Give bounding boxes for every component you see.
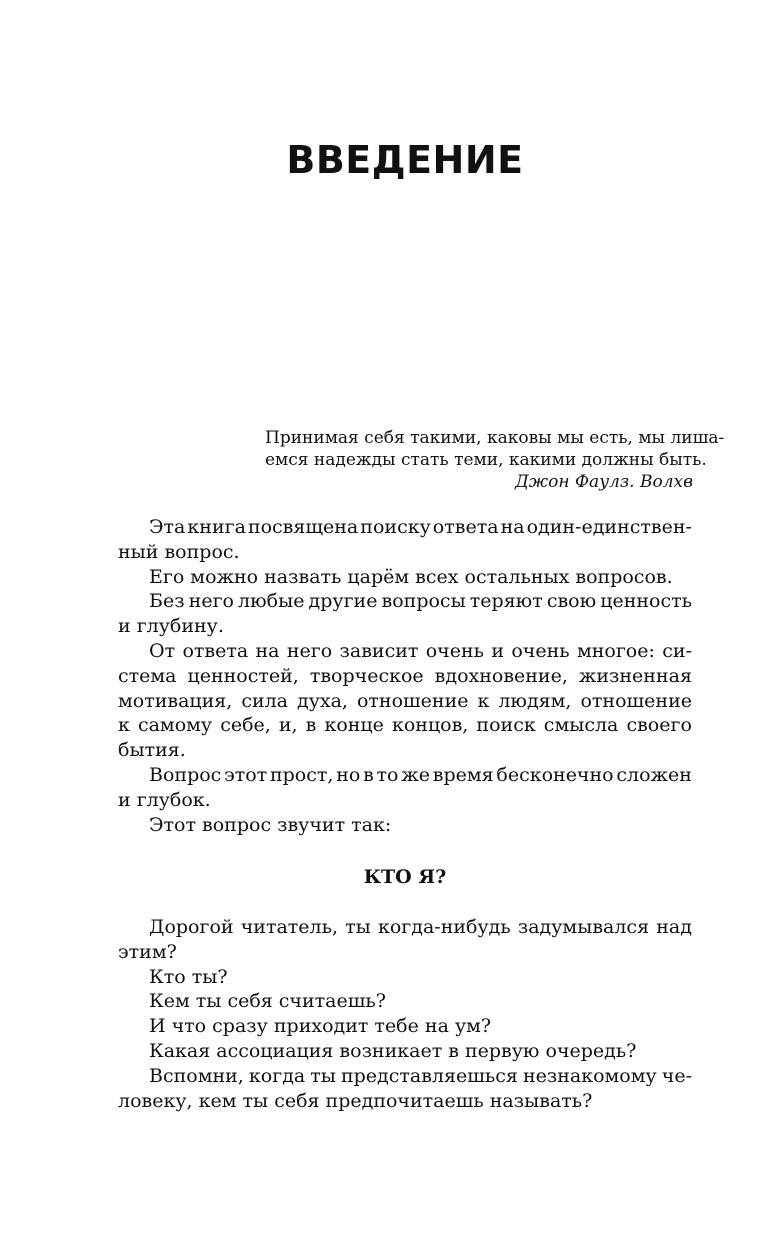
word: концов, [391, 714, 469, 737]
word: этот [224, 763, 268, 786]
text-line: и глубину. [118, 615, 224, 638]
word: многое: [576, 639, 655, 662]
text-line: Его можно назвать царём всех остальных вопросов. [149, 565, 673, 588]
text-line: бытия. [118, 739, 186, 762]
word: сила [241, 689, 289, 712]
section-heading: КТО Я? [363, 866, 447, 888]
word: над [656, 916, 692, 938]
text-line: Кто ты? [149, 965, 228, 988]
word: людям, [498, 689, 572, 712]
word: духа, [297, 689, 348, 712]
epigraph-line: емся надежды стать теми, какими должны быть. [265, 450, 707, 470]
word: жизненная [578, 664, 692, 687]
intro-paragraphs [118, 515, 692, 837]
word: на [500, 516, 525, 538]
word: мотивация, [118, 689, 233, 712]
word: в [305, 714, 317, 737]
word: вопросы [381, 590, 466, 613]
word: отношение [356, 689, 469, 712]
word: творческое [309, 664, 424, 687]
word: очень [425, 639, 484, 662]
word: си- [662, 639, 692, 662]
word: ценность [600, 590, 692, 613]
word: своего [626, 714, 692, 737]
word: зависит [339, 639, 419, 662]
word: и [491, 639, 505, 662]
word: Дорогой [149, 916, 234, 938]
word: когда [248, 1064, 306, 1087]
word: поиск [476, 714, 536, 737]
word: к [477, 689, 490, 712]
epigraph [265, 427, 725, 493]
text-line: И что сразу приходит тебе на ум? [149, 1015, 492, 1038]
word: книга [187, 516, 246, 538]
text-line [118, 763, 692, 788]
text-line: Кем ты себя считаешь? [149, 990, 386, 1013]
word: прост, [269, 763, 334, 786]
word: незнакомому [522, 1064, 657, 1087]
word: когда-нибудь [377, 916, 511, 938]
word: конце [324, 714, 384, 737]
word: один-единствен- [526, 516, 692, 538]
text-line [118, 689, 692, 714]
word: себе, [220, 714, 271, 737]
word: но [336, 763, 361, 786]
word: стема [118, 664, 177, 687]
text-line: этим? [118, 940, 177, 963]
word: сложен [616, 763, 692, 786]
word: Эта [149, 516, 186, 538]
word: же [401, 763, 430, 786]
text-line: Этот вопрос звучит так: [149, 813, 392, 836]
text-line: и глубок. [118, 788, 211, 811]
text-line [118, 589, 692, 614]
text-line: Какая ассоциация возникает в первую очередь? [149, 1039, 637, 1062]
text-line: ловеку, кем ты себя предпочитаешь называть? [118, 1089, 593, 1112]
epigraph-line: Принимая себя такими, каковы мы есть, мы лиша- [265, 428, 725, 448]
word: Без [149, 590, 185, 613]
word: че- [661, 1064, 692, 1087]
word: в [363, 763, 374, 786]
word: время [432, 763, 494, 786]
word: ответа [432, 516, 499, 538]
word: поиску [360, 516, 431, 538]
word: посвящена [247, 516, 359, 538]
word: ответа [182, 639, 249, 662]
word: то [376, 763, 399, 786]
word: бесконечно [496, 763, 614, 786]
text-line: ный вопрос. [118, 540, 240, 563]
text-line [118, 1064, 692, 1089]
word: ты [345, 916, 371, 938]
text-line [118, 515, 692, 540]
word: любые [238, 590, 305, 613]
word: очень [511, 639, 570, 662]
word: Вспомни, [149, 1064, 244, 1087]
word: ты [310, 1064, 336, 1087]
word: вдохновение, [434, 664, 568, 687]
epigraph-author: Джон Фаулз. Волхв [514, 472, 693, 492]
text-line [118, 915, 692, 940]
word: ценностей, [187, 664, 299, 687]
text-line [118, 664, 692, 689]
word: читатель, [240, 916, 338, 938]
chapter-title: ВВЕДЕНИЕ [286, 138, 524, 182]
word: отношение [580, 689, 692, 712]
text-line [118, 639, 692, 664]
word: теряют [469, 590, 543, 613]
word: к [118, 714, 130, 737]
word: представляешься [340, 1064, 518, 1087]
word: задумывался [517, 916, 650, 938]
word: на [255, 639, 280, 662]
text-line [118, 713, 692, 738]
question-paragraphs [118, 915, 692, 1113]
word: Вопрос [149, 763, 222, 786]
word: него [188, 590, 234, 613]
word: свою [546, 590, 597, 613]
word: самому [137, 714, 213, 737]
word: смысла [543, 714, 619, 737]
word: другие [308, 590, 378, 613]
word: него [286, 639, 333, 662]
word: и, [278, 714, 298, 737]
word: От [149, 639, 176, 662]
